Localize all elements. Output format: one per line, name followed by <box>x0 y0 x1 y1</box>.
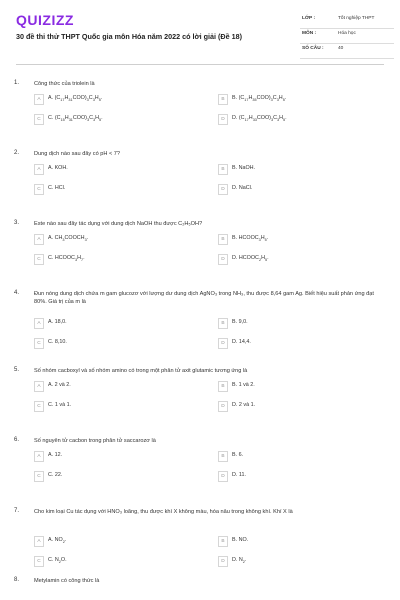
question-text: Số nhóm cacboxyl và số nhóm amino có trong một phân tử axit glutamic tương ứng là <box>34 368 248 374</box>
option-text: C. $(C_{15}H_{31}COO)_3C_3H_5$. <box>48 115 103 123</box>
meta-row-count <box>300 44 394 59</box>
answer-option-d[interactable] <box>218 338 378 349</box>
option-text: D. $N_2$. <box>232 557 247 565</box>
answer-option-b[interactable] <box>218 94 378 105</box>
option-text: D. 14,4. <box>232 339 251 345</box>
meta-row-class <box>300 14 394 29</box>
question-number: 4. <box>14 290 20 296</box>
question-text: Đun nóng dung dịch chứa m gam glucozơ với lượng dư dung dịch AgNO₃ trong NH₃, thu được 8,64 gam Ag. Biết hiệu suất phản ứng đạt 80%. Giá trị của m là <box>34 291 374 305</box>
option-letter-box: A <box>34 164 44 175</box>
option-text: D. 11. <box>232 472 246 478</box>
option-text: D. NaCl. <box>232 185 253 191</box>
answer-option-c[interactable] <box>34 114 194 125</box>
question-text: Metylamin có công thức là <box>34 578 100 584</box>
option-letter-box: A <box>34 381 44 392</box>
answer-option-c[interactable] <box>34 338 194 349</box>
question-number: 2. <box>14 150 20 156</box>
answer-option-a[interactable] <box>34 381 194 392</box>
option-letter-box: D <box>218 184 228 195</box>
option-text: B. 6. <box>232 452 244 458</box>
option-letter-box: C <box>34 338 44 349</box>
option-text: C. HCl. <box>48 185 66 191</box>
option-letter-box: C <box>34 556 44 567</box>
answer-option-d[interactable] <box>218 471 378 482</box>
option-text: B. 1 và 2. <box>232 382 255 388</box>
option-letter-box: D <box>218 556 228 567</box>
answer-option-d[interactable] <box>218 114 378 125</box>
answer-option-c[interactable] <box>34 254 194 265</box>
question-text: Dung dịch nào sau đây có pH < 7? <box>34 151 120 157</box>
answer-option-a[interactable] <box>34 318 194 329</box>
option-letter-box: B <box>218 318 228 329</box>
meta-value: Tốt nghiệp THPT <box>338 16 375 21</box>
answer-option-a[interactable] <box>34 536 194 547</box>
answer-option-d[interactable] <box>218 556 378 567</box>
option-text: B. $(C_{17}H_{35}COO)_3C_3H_5$. <box>232 95 287 103</box>
option-text: A. $(C_{17}H_{31}COO)_3C_3H_5$. <box>48 95 103 103</box>
option-letter-box: A <box>34 94 44 105</box>
option-letter-box: C <box>34 184 44 195</box>
answer-option-d[interactable] <box>218 254 378 265</box>
answer-option-c[interactable] <box>34 471 194 482</box>
option-text: B. 9,0. <box>232 319 248 325</box>
option-letter-box: D <box>218 114 228 125</box>
answer-option-d[interactable] <box>218 184 378 195</box>
option-letter-box: A <box>34 536 44 547</box>
option-text: A. KOH. <box>48 165 68 171</box>
option-letter-box: B <box>218 451 228 462</box>
meta-key: LỚP : <box>302 16 316 21</box>
meta-value: Hóa học <box>338 31 356 36</box>
quizizz-logo: QUIZIZZ <box>16 12 74 28</box>
option-letter-box: B <box>218 234 228 245</box>
answer-option-b[interactable] <box>218 451 378 462</box>
answer-option-b[interactable] <box>218 318 378 329</box>
option-text: A. 18,0. <box>48 319 67 325</box>
answer-option-c[interactable] <box>34 401 194 412</box>
answer-option-a[interactable] <box>34 94 194 105</box>
option-letter-box: D <box>218 471 228 482</box>
option-text: A. $CH_3COOCH_3$. <box>48 235 89 243</box>
option-letter-box: D <box>218 254 228 265</box>
option-text: C. $HCOOC_3H_7$. <box>48 255 85 263</box>
meta-key: SỐ CÂU : <box>302 46 324 51</box>
meta-key: MÔN : <box>302 31 317 36</box>
option-text: A. 12. <box>48 452 63 458</box>
option-text: A. $NO_2$. <box>48 537 67 545</box>
question-number: 1. <box>14 80 20 86</box>
option-text: C. $N_2O$. <box>48 557 67 565</box>
option-letter-box: D <box>218 401 228 412</box>
option-text: C. 8,10. <box>48 339 67 345</box>
option-letter-box: C <box>34 471 44 482</box>
answer-option-b[interactable] <box>218 234 378 245</box>
option-text: C. 1 và 1. <box>48 402 72 408</box>
option-text: B. NO. <box>232 537 249 543</box>
question-number: 7. <box>14 508 20 514</box>
answer-option-a[interactable] <box>34 234 194 245</box>
option-letter-box: A <box>34 234 44 245</box>
option-text: D. $HCOOC_2H_5$. <box>232 255 269 263</box>
answer-option-c[interactable] <box>34 184 194 195</box>
question-number: 5. <box>14 367 20 373</box>
option-text: D. $(C_{17}H_{33}COO)_3C_3H_5$. <box>232 115 287 123</box>
answer-option-b[interactable] <box>218 381 378 392</box>
question-number: 8. <box>14 577 20 583</box>
answer-option-d[interactable] <box>218 401 378 412</box>
answer-option-b[interactable] <box>218 536 378 547</box>
meta-value: 40 <box>338 46 344 51</box>
question-text: Cho kim loại Cu tác dụng với HNO₃ loãng, thu được khí X không màu, hóa nâu trong không khí. Khí X là <box>34 509 293 515</box>
question-text: Este nào sau đây tác dụng với dung dịch NaOH thu được C₂H₅OH? <box>34 221 203 227</box>
worksheet-header <box>0 0 400 62</box>
worksheet-meta <box>300 14 394 59</box>
header-divider <box>16 64 384 65</box>
meta-row-subject <box>300 29 394 44</box>
question-text: Công thức của triolein là <box>34 81 95 87</box>
answer-option-a[interactable] <box>34 451 194 462</box>
option-letter-box: A <box>34 451 44 462</box>
option-letter-box: A <box>34 318 44 329</box>
option-letter-box: C <box>34 254 44 265</box>
option-letter-box: D <box>218 338 228 349</box>
option-letter-box: B <box>218 164 228 175</box>
option-text: B. NaOH. <box>232 165 256 171</box>
option-text: B. $HCOOC_3H_5$. <box>232 235 269 243</box>
worksheet-title: 30 đề thi thử THPT Quốc gia môn Hóa năm 2022 có lời giải (Đề 18) <box>16 32 242 41</box>
option-letter-box: C <box>34 114 44 125</box>
question-number: 3. <box>14 220 20 226</box>
option-text: A. 2 và 2. <box>48 382 71 388</box>
option-letter-box: B <box>218 94 228 105</box>
option-text: C. 22. <box>48 472 63 478</box>
option-letter-box: B <box>218 381 228 392</box>
option-text: D. 2 và 1. <box>232 402 256 408</box>
answer-option-b[interactable] <box>218 164 378 175</box>
question-number: 6. <box>14 437 20 443</box>
question-text: Số nguyên tử cacbon trong phân tử saccarozơ là <box>34 438 156 444</box>
option-letter-box: B <box>218 536 228 547</box>
answer-option-a[interactable] <box>34 164 194 175</box>
option-letter-box: C <box>34 401 44 412</box>
answer-option-c[interactable] <box>34 556 194 567</box>
